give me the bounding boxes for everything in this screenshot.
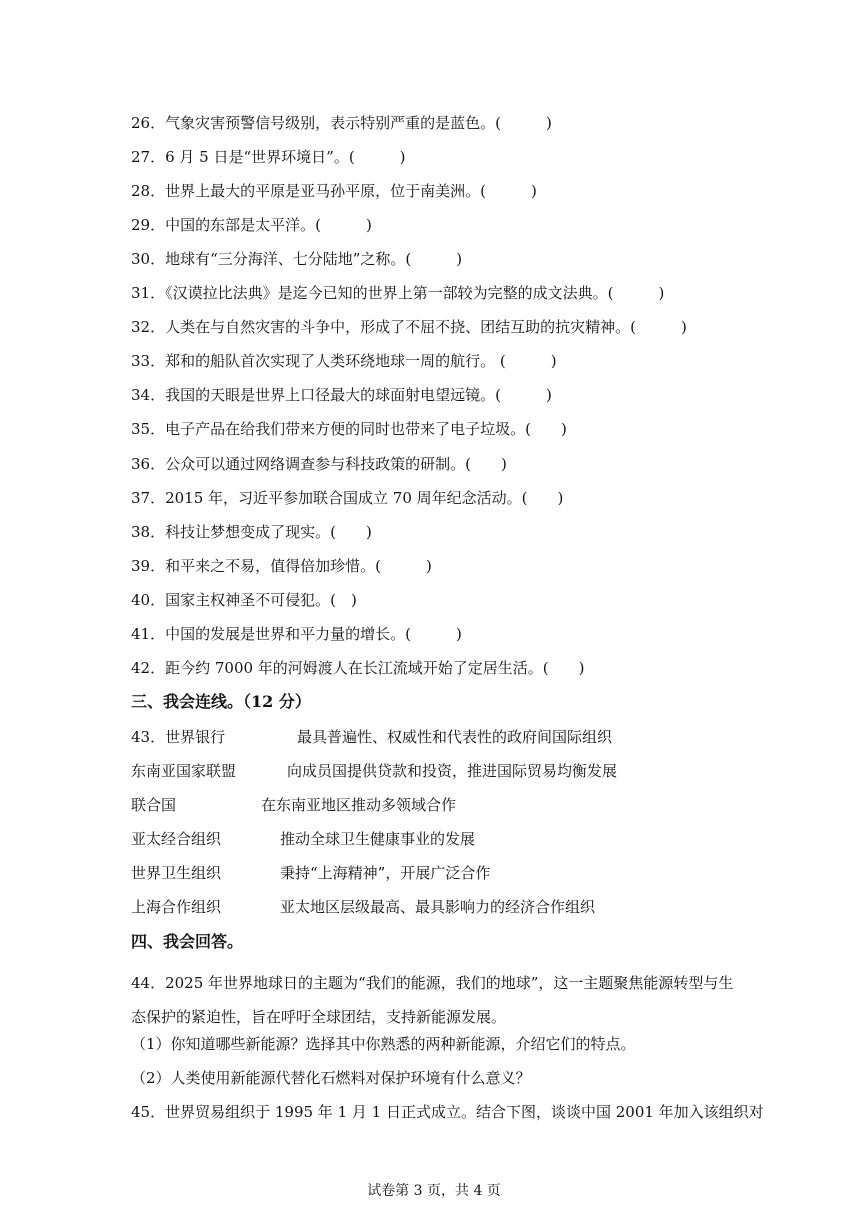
question-39: 39．和平来之不易，值得倍加珍惜。( ): [131, 557, 432, 575]
question-37: 37．2015 年，习近平参加联合国成立 70 周年纪念活动。( ): [131, 489, 564, 507]
section-4-heading: 四、我会回答。: [131, 932, 244, 951]
match-right-item: 推动全球卫生健康事业的发展: [280, 830, 476, 848]
match-left-item: 亚太经合组织: [131, 830, 222, 848]
question-27: 27．6 月 5 日是“世界环境日”。( ): [131, 148, 406, 166]
question-28: 28．世界上最大的平原是亚马孙平原，位于南美洲。( ): [131, 182, 537, 200]
question-36: 36．公众可以通过网络调查参与科技政策的研制。( ): [131, 455, 507, 473]
question-42: 42．距今约 7000 年的河姆渡人在长江流域开始了定居生活。( ): [131, 659, 585, 677]
question-26: 26．气象灾害预警信号级别，表示特别严重的是蓝色。( ): [131, 114, 552, 132]
match-left-item: 东南亚国家联盟: [131, 762, 237, 780]
question-35: 35．电子产品在给我们带来方便的同时也带来了电子垃圾。( ): [131, 420, 567, 438]
question-40: 40．国家主权神圣不可侵犯。( ): [131, 591, 357, 609]
match-right-item: 亚太地区层级最高、最具影响力的经济合作组织: [280, 898, 596, 916]
match-left-item: 上海合作组织: [131, 898, 222, 916]
match-right-item: 在东南亚地区推动多领域合作: [261, 796, 457, 814]
match-right-item: 最具普遍性、权威性和代表性的政府间国际组织: [297, 728, 613, 746]
question-29: 29．中国的东部是太平洋。( ): [131, 216, 372, 234]
match-right-item: 向成员国提供贷款和投资，推进国际贸易均衡发展: [287, 762, 618, 780]
question-44-part-2: （2）人类使用新能源代替化石燃料对保护环境有什么意义？: [131, 1069, 531, 1087]
match-left-item: 43．世界银行: [131, 728, 226, 746]
question-32: 32．人类在与自然灾害的斗争中，形成了不屈不挠、团结互助的抗灾精神。( ): [131, 318, 687, 336]
question-34: 34．我国的天眼是世界上口径最大的球面射电望远镜。( ): [131, 386, 552, 404]
question-38: 38．科技让梦想变成了现实。( ): [131, 523, 372, 541]
page-footer: 试卷第 3 页，共 4 页: [367, 1183, 501, 1199]
question-30: 30．地球有“三分海洋、七分陆地”之称。( ): [131, 250, 463, 268]
question-41: 41．中国的发展是世界和平力量的增长。( ): [131, 625, 462, 643]
match-left-item: 世界卫生组织: [131, 864, 222, 882]
question-44-part-1: （1）你知道哪些新能源？选择其中你熟悉的两种新能源，介绍它们的特点。: [131, 1035, 636, 1053]
match-left-item: 联合国: [131, 796, 177, 814]
question-44: 44．2025 年世界地球日的主题为“我们的能源，我们的地球”，这一主题聚焦能源转型与生态保护的紧迫性，旨在呼吁全球团结，支持新能源发展。: [131, 974, 734, 1026]
match-right-item: 秉持“上海精神”，开展广泛合作: [280, 864, 491, 882]
question-45: 45．世界贸易组织于 1995 年 1 月 1 日正式成立。结合下图，谈谈中国 2001 年加入该组织对: [131, 1103, 764, 1121]
question-31: 31．《汉谟拉比法典》是迄今已知的世界上第一部较为完整的成文法典。( ): [131, 284, 665, 302]
question-33: 33．郑和的船队首次实现了人类环绕地球一周的航行。 ( ): [131, 352, 557, 370]
section-3-heading: 三、我会连线。（12 分）: [131, 692, 311, 711]
